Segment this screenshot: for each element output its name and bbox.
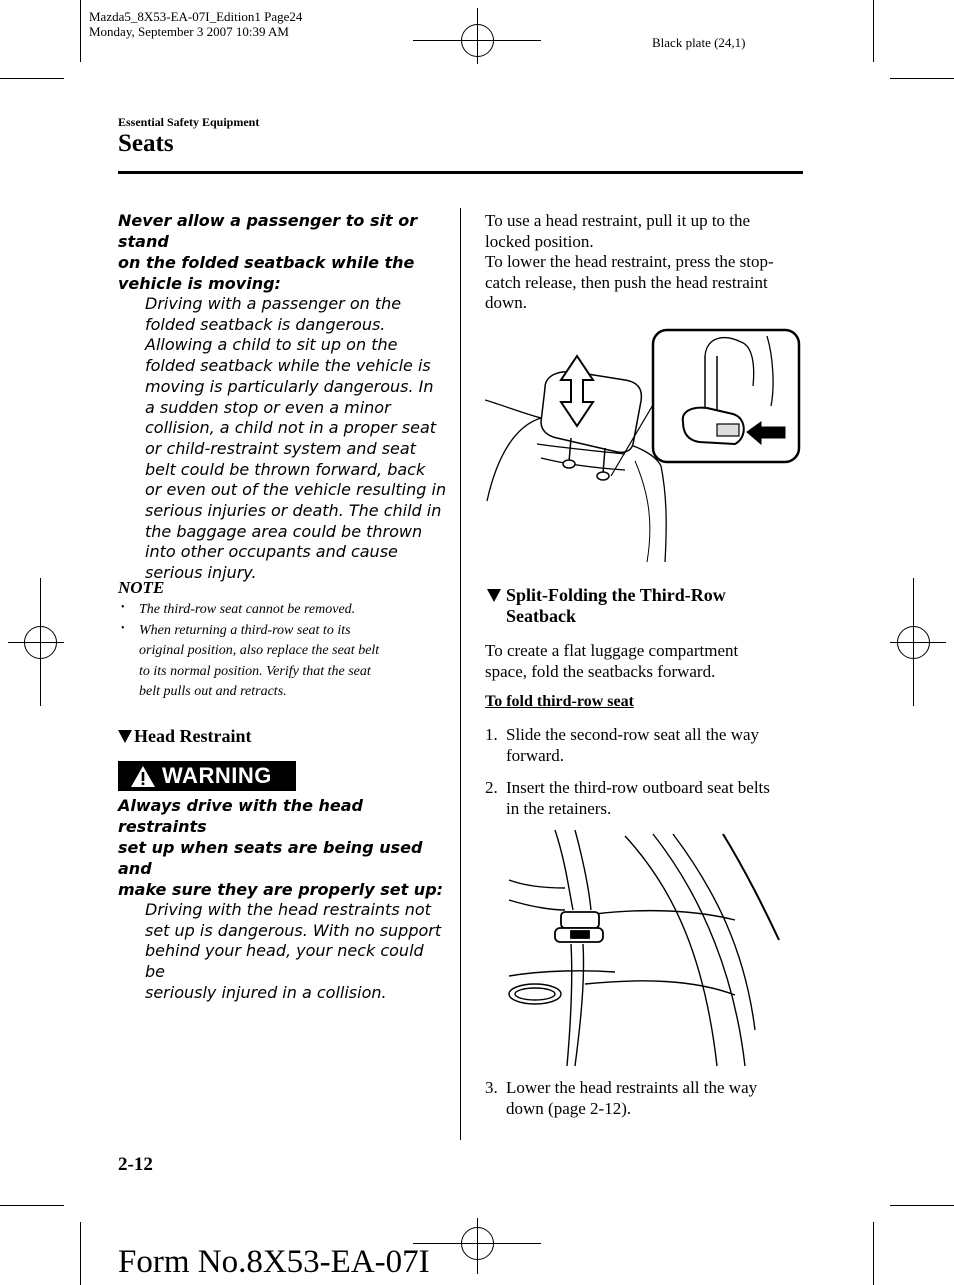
warning-line: seriously injured in a collision.	[145, 982, 387, 1002]
triangle-down-icon	[118, 729, 132, 743]
warning-body	[118, 294, 448, 584]
heading-line: Split-Folding the Third-Row	[506, 585, 726, 605]
body-line: down.	[485, 293, 528, 313]
registration-circle	[461, 1227, 494, 1260]
crop-mark	[80, 1222, 81, 1285]
step-number: 1.	[485, 725, 498, 744]
warning-line: Driving with the head restraints not	[145, 900, 431, 919]
bullet-icon: •	[121, 622, 125, 634]
warning-line: or even out of the vehicle resulting in	[145, 480, 447, 500]
head-restraint-illustration	[485, 326, 803, 562]
warning-lead-line: vehicle is moving:	[118, 274, 281, 293]
body-line: locked position.	[485, 231, 594, 251]
crop-mark	[0, 1205, 64, 1206]
triangle-down-icon	[487, 588, 501, 602]
crop-mark	[80, 0, 81, 62]
warning-lead-line: Always drive with the head restraints	[118, 796, 363, 836]
note-line: When returning a third-row seat to its	[139, 622, 351, 638]
note-item	[118, 621, 448, 703]
warning-line: or child-restraint system and seat	[145, 438, 416, 458]
crop-mark	[890, 1205, 954, 1206]
split-folding-intro	[485, 641, 805, 682]
crop-mark	[873, 1222, 874, 1285]
bullet-icon: •	[121, 602, 125, 613]
head-restraint-heading	[118, 726, 251, 747]
title-rule	[118, 171, 803, 174]
warning-line: a sudden stop or even a minor	[145, 397, 391, 417]
step-line: in the retainers.	[506, 798, 612, 818]
body-line: catch release, then push the head restraint	[485, 272, 768, 292]
crop-mark	[0, 78, 64, 79]
warning-line: belt could be thrown forward, back	[145, 459, 426, 479]
heading-line: Seatback	[506, 606, 577, 626]
registration-circle	[24, 626, 57, 659]
page-number: 2-12	[118, 1154, 153, 1175]
step-line: Insert the third-row outboard seat belts	[506, 778, 770, 797]
head-restraint-shape	[541, 372, 641, 480]
warning-lead-line: make sure they are properly set up:	[118, 880, 444, 899]
warning-line: folded seatback while the vehicle is	[145, 356, 431, 376]
seat-belt-retainer-illustration	[505, 830, 785, 1068]
registration-circle	[897, 626, 930, 659]
inset-detail	[653, 330, 799, 462]
note-item	[118, 600, 448, 621]
body-line: To lower the head restraint, press the stop-	[485, 252, 774, 272]
registration-circle	[461, 24, 494, 57]
warning-line: behind your head, your neck could be	[145, 941, 424, 982]
note-line: original position, also replace the seat belt	[139, 643, 380, 658]
body-line: To use a head restraint, pull it up to the	[485, 211, 751, 230]
note-line: The third-row seat cannot be removed.	[139, 602, 356, 617]
print-meta-line: Monday, September 3 2007 10:39 AM	[89, 24, 289, 39]
step-line: Lower the head restraints all the way	[506, 1078, 758, 1097]
warning-line: serious injury.	[145, 563, 257, 583]
warning-line: into other occupants and cause	[145, 542, 398, 562]
warning-line: moving is particularly dangerous. In	[145, 376, 434, 396]
heading-text: Head Restraint	[134, 726, 252, 746]
warning-passenger-seatback	[118, 210, 448, 584]
warning-lead-line: on the folded seatback while the	[118, 253, 415, 272]
crop-mark	[890, 78, 954, 79]
body-line: To create a flat luggage compartment	[485, 641, 739, 660]
warning-line: serious injuries or death. The child in	[145, 501, 442, 521]
head-restraint-instructions	[485, 211, 805, 314]
warning-line: collision, a child not in a proper seat	[145, 418, 437, 438]
page-title: Seats	[118, 130, 174, 157]
warning-lead-line: set up when seats are being used and	[118, 838, 423, 878]
crop-mark	[873, 0, 874, 62]
step-line: forward.	[506, 745, 565, 765]
warning-lead	[118, 795, 448, 900]
plate-label: Black plate (24,1)	[652, 35, 746, 50]
print-meta	[89, 9, 302, 39]
step-line: down (page 2-12).	[506, 1098, 632, 1118]
warning-head-restraint	[118, 795, 448, 1004]
warning-triangle-icon	[130, 764, 156, 788]
step-2	[485, 778, 805, 819]
warning-label: WARNING	[162, 763, 272, 788]
form-number: Form No.8X53-EA-07I	[118, 1244, 430, 1280]
fold-subheading: To fold third-row seat	[485, 693, 634, 710]
step-line: Slide the second-row seat all the way	[506, 725, 760, 744]
step-number: 2.	[485, 778, 498, 797]
warning-banner	[118, 761, 296, 791]
warning-line: Allowing a child to sit up on the	[145, 335, 398, 355]
body-line: space, fold the seatbacks forward.	[485, 661, 716, 681]
step-number: 3.	[485, 1078, 498, 1097]
warning-line: Driving with a passenger on the	[145, 294, 402, 313]
section-label: Essential Safety Equipment	[118, 115, 260, 129]
print-meta-line: Mazda5_8X53-EA-07I_Edition1 Page24	[89, 9, 303, 24]
step-1	[485, 725, 805, 766]
note-line: belt pulls out and retracts.	[139, 684, 287, 699]
warning-line: folded seatback is dangerous.	[145, 314, 386, 334]
warning-line: set up is dangerous. With no support	[145, 920, 442, 940]
column-divider	[460, 208, 461, 1140]
warning-lead	[118, 210, 448, 294]
note-list	[118, 600, 448, 703]
warning-lead-line: Never allow a passenger to sit or stand	[118, 211, 418, 251]
note-line: to its normal position. Verify that the seat	[139, 663, 371, 679]
note-title: NOTE	[118, 578, 165, 597]
step-3	[485, 1078, 805, 1119]
split-folding-heading	[485, 585, 805, 627]
warning-body	[118, 900, 448, 1004]
warning-line: the baggage area could be thrown	[145, 521, 423, 541]
